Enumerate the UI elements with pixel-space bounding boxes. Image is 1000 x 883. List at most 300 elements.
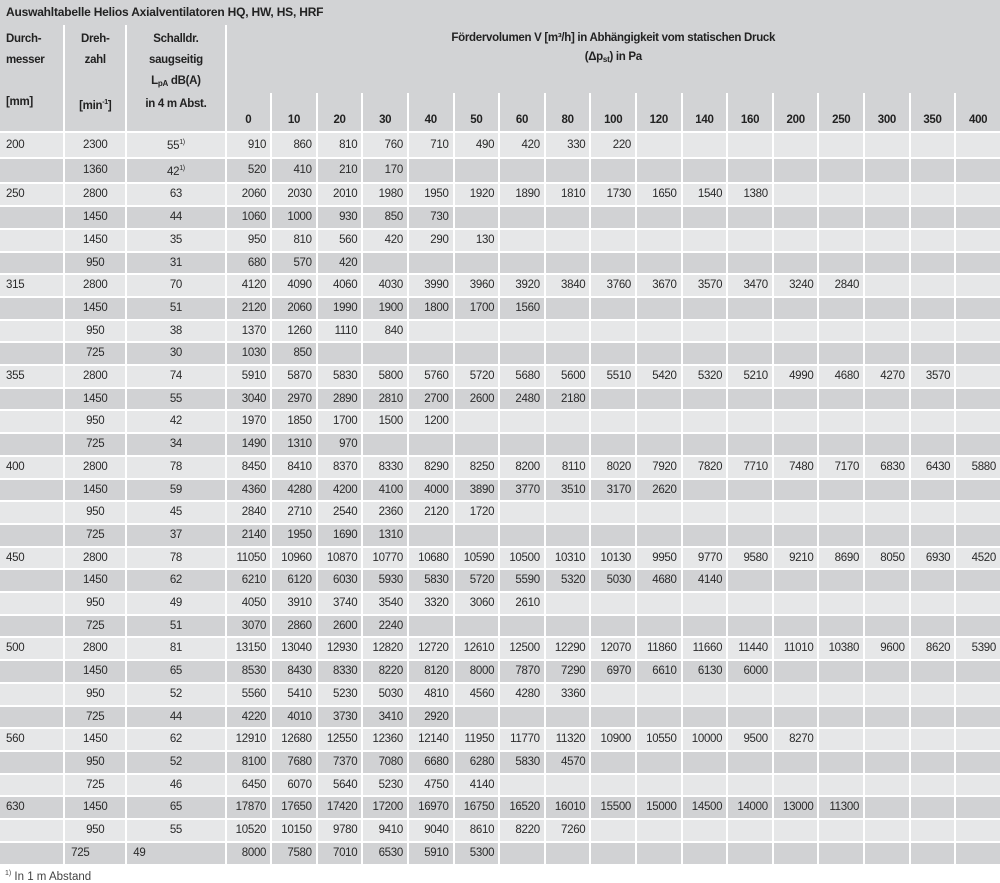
table-row [0,773,1000,796]
cell-flow-20pa: 17420 [318,795,362,818]
header-pressure-20: 20 [318,93,362,131]
cell-flow-160pa: 9500 [728,727,772,750]
cell-flow-160pa [728,409,772,432]
cell-flow-80pa: 11320 [546,727,590,750]
cell-flow-20pa: 5830 [318,364,362,387]
cell-flow-400pa [956,273,1000,296]
cell-flow-160pa [728,251,772,274]
cell-flow-60pa: 11770 [500,727,544,750]
cell-flow-140pa [683,409,727,432]
cell-flow-160pa [728,523,772,546]
cell-flow-0pa: 6450 [227,773,271,796]
cell-sound-level [127,614,224,637]
cell-flow-80pa [546,319,590,342]
cell-flow-0pa: 4360 [227,478,271,501]
sound-level-value: 51 [169,301,183,314]
cell-flow-50pa: 12610 [455,636,499,659]
cell-flow-80pa: 4570 [546,750,590,773]
cell-flow-400pa [956,228,1000,251]
cell-diameter: 450 [0,546,63,569]
table-row [0,251,1000,274]
cell-flow-30pa: 4030 [363,273,407,296]
cell-sound-level [127,705,224,728]
cell-flow-50pa [455,432,499,455]
cell-flow-350pa [911,205,955,228]
cell-flow-160pa [728,478,772,501]
cell-flow-120pa: 6610 [637,659,681,682]
header-pressure-50: 50 [455,93,499,131]
cell-flow-400pa: 5390 [956,636,1000,659]
cell-flow-160pa [728,841,772,864]
cell-flow-20pa [318,341,362,364]
cell-flow-40pa: 4810 [409,682,453,705]
cell-flow-30pa: 5230 [363,773,407,796]
cell-flow-30pa: 2240 [363,614,407,637]
table-body [0,131,1000,864]
cell-flow-80pa [546,205,590,228]
cell-speed: 2800 [65,546,125,569]
cell-flow-20pa: 1690 [318,523,362,546]
cell-sound-level [127,157,224,183]
cell-flow-60pa [500,773,544,796]
cell-flow-50pa: 3060 [455,591,499,614]
cell-flow-160pa [728,773,772,796]
cell-flow-0pa: 910 [227,131,271,157]
cell-flow-20pa: 2600 [318,614,362,637]
cell-flow-200pa [774,750,818,773]
cell-flow-0pa: 8450 [227,455,271,478]
cell-flow-20pa: 3730 [318,705,362,728]
cell-flow-200pa [774,409,818,432]
cell-flow-40pa: 5830 [409,568,453,591]
cell-flow-350pa [911,432,955,455]
cell-sound-level [127,364,224,387]
cell-flow-120pa [637,705,681,728]
cell-flow-350pa [911,273,955,296]
sound-level-value: 45 [169,506,183,519]
cell-flow-30pa: 170 [363,157,407,183]
cell-flow-80pa [546,251,590,274]
cell-flow-10pa: 17650 [272,795,316,818]
sound-level-value: 70 [169,279,183,292]
cell-flow-20pa: 5230 [318,682,362,705]
cell-flow-350pa [911,478,955,501]
cell-flow-60pa: 5680 [500,364,544,387]
cell-flow-40pa [409,157,453,183]
cell-flow-350pa [911,251,955,274]
header-flow-line1: Fördervolumen V [m³/h] in Abhängigkeit vom statischen Druck [451,32,776,44]
sound-level-value: 42 [167,165,180,178]
cell-flow-80pa: 10310 [546,546,590,569]
cell-flow-50pa: 11950 [455,727,499,750]
cell-flow-60pa [500,409,544,432]
cell-flow-40pa: 4750 [409,773,453,796]
cell-sound-level [127,636,224,659]
cell-flow-60pa [500,500,544,523]
cell-flow-20pa: 2890 [318,387,362,410]
cell-flow-30pa: 420 [363,228,407,251]
cell-diameter [0,387,63,410]
sound-level-value: 35 [169,233,183,246]
cell-flow-160pa [728,750,772,773]
header-pressure-350: 350 [911,93,955,131]
cell-flow-100pa: 12070 [591,636,635,659]
cell-flow-350pa [911,682,955,705]
cell-flow-400pa [956,750,1000,773]
cell-flow-350pa [911,387,955,410]
cell-flow-30pa: 2810 [363,387,407,410]
sound-level-value: 44 [169,211,183,224]
cell-flow-120pa [637,591,681,614]
cell-flow-60pa: 10500 [500,546,544,569]
sound-level-value: 52 [169,755,183,768]
cell-flow-0pa: 8100 [227,750,271,773]
cell-diameter [0,341,63,364]
cell-diameter [0,205,63,228]
cell-flow-40pa: 12140 [409,727,453,750]
sound-level-value: 65 [169,801,183,814]
cell-flow-10pa: 1950 [272,523,316,546]
cell-flow-100pa: 3170 [591,478,635,501]
cell-flow-60pa: 5830 [500,750,544,773]
cell-flow-350pa [911,705,955,728]
cell-flow-20pa: 210 [318,157,362,183]
cell-flow-160pa: 9580 [728,546,772,569]
table-row [0,319,1000,342]
cell-flow-400pa [956,682,1000,705]
cell-speed: 725 [65,705,125,728]
cell-flow-350pa [911,591,955,614]
cell-flow-120pa [637,296,681,319]
cell-diameter [0,614,63,637]
cell-flow-100pa: 10900 [591,727,635,750]
cell-sound-level [127,773,224,796]
sound-level-value: 55 [167,140,180,152]
cell-flow-100pa [591,841,635,864]
cell-flow-100pa [591,409,635,432]
cell-flow-40pa: 5910 [409,841,453,864]
sound-level-value: 62 [169,733,183,746]
cell-flow-40pa: 2120 [409,500,453,523]
cell-flow-120pa [637,432,681,455]
cell-diameter [0,568,63,591]
sound-level-value: 63 [169,188,183,201]
cell-flow-80pa: 5600 [546,364,590,387]
cell-flow-80pa: 3840 [546,273,590,296]
sound-level-value: 52 [169,687,183,700]
cell-flow-30pa: 840 [363,319,407,342]
cell-speed: 1450 [65,228,125,251]
cell-flow-140pa [683,773,727,796]
cell-flow-300pa: 4270 [865,364,909,387]
cell-speed: 950 [65,500,125,523]
cell-flow-300pa [865,523,909,546]
cell-flow-200pa [774,773,818,796]
cell-flow-120pa [637,387,681,410]
header-pressure-160: 160 [728,93,772,131]
cell-flow-250pa [819,251,863,274]
cell-flow-50pa: 8610 [455,818,499,841]
cell-flow-120pa: 4680 [637,568,681,591]
cell-flow-120pa: 1650 [637,182,681,205]
sound-level-value: 44 [169,710,183,723]
sound-level-value: 78 [169,551,183,564]
cell-flow-200pa: 11010 [774,636,818,659]
cell-flow-300pa [865,131,909,157]
cell-flow-80pa: 16010 [546,795,590,818]
cell-flow-120pa [637,341,681,364]
cell-flow-80pa: 7260 [546,818,590,841]
cell-speed: 950 [65,818,125,841]
cell-flow-50pa: 8000 [455,659,499,682]
cell-flow-250pa [819,568,863,591]
cell-flow-140pa [683,251,727,274]
cell-flow-50pa [455,705,499,728]
cell-sound-level [127,795,224,818]
cell-flow-100pa [591,341,635,364]
cell-flow-250pa [819,773,863,796]
cell-diameter: 200 [0,131,63,157]
cell-flow-160pa [728,432,772,455]
cell-flow-300pa [865,409,909,432]
cell-flow-100pa [591,228,635,251]
cell-sound-level [127,727,224,750]
cell-diameter [0,750,63,773]
cell-flow-0pa: 4120 [227,273,271,296]
cell-flow-160pa [728,568,772,591]
table-row [0,546,1000,569]
header-speed-line2: zahl [84,54,106,66]
cell-flow-80pa [546,614,590,637]
cell-flow-160pa [728,500,772,523]
cell-flow-50pa: 16750 [455,795,499,818]
cell-flow-140pa: 9770 [683,546,727,569]
header-pressure-400: 400 [956,93,1000,131]
cell-flow-250pa [819,157,863,183]
cell-flow-100pa [591,432,635,455]
cell-flow-20pa: 3740 [318,591,362,614]
cell-flow-40pa: 10680 [409,546,453,569]
cell-sound-level [127,568,224,591]
cell-flow-100pa [591,818,635,841]
cell-flow-250pa [819,750,863,773]
cell-flow-200pa [774,682,818,705]
cell-flow-400pa [956,432,1000,455]
cell-flow-20pa: 420 [318,251,362,274]
cell-flow-100pa: 3760 [591,273,635,296]
cell-speed: 1450 [65,568,125,591]
cell-flow-80pa [546,705,590,728]
cell-flow-30pa: 760 [363,131,407,157]
cell-flow-0pa: 8530 [227,659,271,682]
cell-flow-400pa [956,841,1000,864]
cell-flow-80pa: 7290 [546,659,590,682]
cell-sound-level [127,296,224,319]
cell-flow-80pa: 2180 [546,387,590,410]
table-row [0,659,1000,682]
cell-flow-200pa [774,251,818,274]
footnote-ref: 1) [179,139,185,146]
cell-speed: 1450 [65,387,125,410]
cell-flow-250pa: 7170 [819,455,863,478]
cell-diameter [0,523,63,546]
table-row [0,500,1000,523]
table-row [0,614,1000,637]
cell-diameter [0,319,63,342]
cell-flow-400pa [956,205,1000,228]
cell-flow-20pa: 1110 [318,319,362,342]
cell-flow-300pa: 6830 [865,455,909,478]
cell-flow-400pa [956,659,1000,682]
cell-flow-400pa [956,364,1000,387]
cell-flow-40pa: 9040 [409,818,453,841]
cell-flow-60pa: 12500 [500,636,544,659]
cell-flow-140pa [683,228,727,251]
cell-flow-200pa [774,319,818,342]
cell-speed: 725 [65,523,125,546]
header-diameter-line2: messer [6,54,45,66]
cell-flow-0pa: 520 [227,157,271,183]
cell-flow-50pa: 10590 [455,546,499,569]
cell-flow-50pa: 3960 [455,273,499,296]
cell-flow-200pa [774,818,818,841]
cell-flow-80pa: 8110 [546,455,590,478]
cell-speed: 1450 [65,296,125,319]
cell-flow-0pa: 11050 [227,546,271,569]
cell-speed: 725 [65,432,125,455]
fan-selection-table [0,25,1000,864]
cell-flow-160pa [728,228,772,251]
cell-flow-50pa: 6280 [455,750,499,773]
cell-flow-80pa: 3360 [546,682,590,705]
cell-flow-140pa: 7820 [683,455,727,478]
sound-level-value: 49 [169,597,183,610]
cell-flow-40pa [409,251,453,274]
cell-flow-300pa [865,682,909,705]
cell-flow-100pa [591,773,635,796]
cell-flow-100pa: 8020 [591,455,635,478]
cell-flow-400pa [956,319,1000,342]
cell-flow-250pa [819,659,863,682]
cell-flow-50pa: 1700 [455,296,499,319]
cell-flow-10pa: 860 [272,131,316,157]
cell-flow-200pa [774,659,818,682]
cell-flow-10pa: 1310 [272,432,316,455]
cell-flow-10pa: 13040 [272,636,316,659]
cell-flow-200pa [774,432,818,455]
cell-speed: 725 [65,341,125,364]
cell-flow-80pa [546,228,590,251]
cell-flow-250pa: 10380 [819,636,863,659]
cell-flow-300pa [865,773,909,796]
cell-flow-20pa: 7010 [318,841,362,864]
header-pressure-140: 140 [683,93,727,131]
cell-diameter: 560 [0,727,63,750]
cell-flow-120pa: 15000 [637,795,681,818]
cell-flow-140pa [683,296,727,319]
cell-flow-140pa: 10000 [683,727,727,750]
cell-flow-60pa: 5590 [500,568,544,591]
cell-speed: 725 [65,841,125,864]
cell-speed: 725 [65,614,125,637]
cell-diameter [0,818,63,841]
cell-flow-200pa [774,591,818,614]
cell-flow-400pa [956,296,1000,319]
cell-flow-30pa [363,251,407,274]
cell-flow-80pa [546,591,590,614]
cell-flow-100pa [591,251,635,274]
sound-level-value: 31 [169,256,183,269]
cell-flow-140pa [683,432,727,455]
cell-flow-350pa [911,773,955,796]
cell-sound-level [127,273,224,296]
cell-flow-400pa [956,341,1000,364]
cell-flow-350pa [911,341,955,364]
cell-flow-0pa: 13150 [227,636,271,659]
cell-speed: 950 [65,251,125,274]
cell-sound-level [127,682,224,705]
table-row [0,131,1000,157]
sound-level-value: 49 [133,846,146,859]
cell-flow-250pa [819,841,863,864]
cell-diameter: 630 [0,795,63,818]
cell-flow-30pa: 12820 [363,636,407,659]
cell-flow-100pa [591,682,635,705]
header-pressure-80: 80 [546,93,590,131]
cell-flow-60pa: 8200 [500,455,544,478]
sound-level-value: 34 [169,438,183,451]
cell-flow-160pa: 14000 [728,795,772,818]
cell-flow-60pa [500,523,544,546]
cell-flow-300pa [865,296,909,319]
header-pressure-60: 60 [500,93,544,131]
cell-flow-350pa [911,409,955,432]
cell-flow-50pa: 1920 [455,182,499,205]
cell-flow-50pa: 3890 [455,478,499,501]
header-sound-line4: in 4 m Abst. [145,98,207,110]
cell-flow-0pa: 8000 [227,841,271,864]
cell-flow-40pa: 4000 [409,478,453,501]
table-row [0,478,1000,501]
cell-flow-30pa: 1980 [363,182,407,205]
cell-flow-140pa [683,341,727,364]
cell-flow-40pa: 3320 [409,591,453,614]
cell-flow-20pa: 4060 [318,273,362,296]
cell-speed: 950 [65,409,125,432]
table-row [0,636,1000,659]
cell-flow-300pa [865,568,909,591]
sound-level-value: 65 [169,665,183,678]
cell-diameter [0,705,63,728]
cell-flow-300pa [865,228,909,251]
cell-flow-400pa [956,157,1000,183]
cell-flow-30pa: 17200 [363,795,407,818]
header-sound-line1: Schalldr. [153,33,199,45]
cell-diameter [0,157,63,183]
cell-flow-250pa: 11300 [819,795,863,818]
cell-flow-80pa [546,296,590,319]
cell-flow-10pa: 5410 [272,682,316,705]
cell-flow-40pa: 12720 [409,636,453,659]
cell-flow-80pa [546,157,590,183]
cell-flow-350pa [911,614,955,637]
cell-flow-80pa: 12290 [546,636,590,659]
cell-flow-160pa [728,157,772,183]
cell-flow-350pa [911,319,955,342]
cell-flow-200pa [774,131,818,157]
cell-flow-100pa: 220 [591,131,635,157]
cell-flow-120pa [637,523,681,546]
